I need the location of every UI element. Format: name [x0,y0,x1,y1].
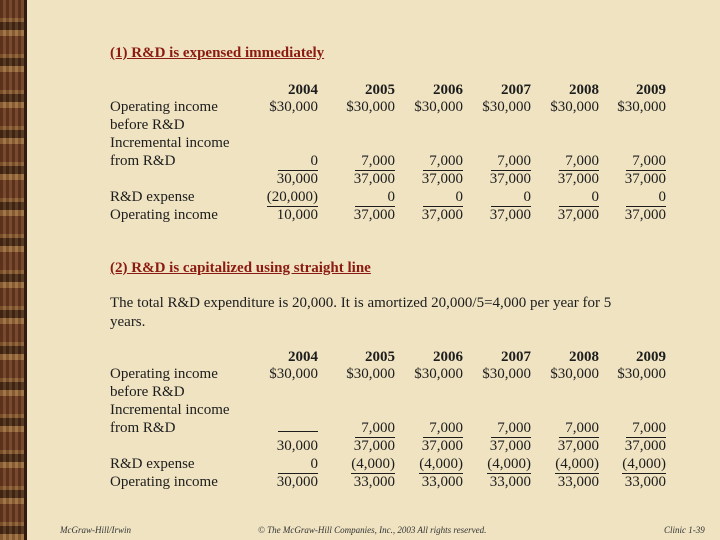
section1-table-cell: 0 [491,188,531,207]
section1-table-cell: 37,000 [489,171,531,187]
section1-table-cell: 0 [423,188,463,207]
section1-year-header: 2008 [569,82,599,98]
section2-heading: (2) R&D is capitalized using straight line [110,260,371,276]
s2-label-opincome: Operating income [110,366,218,382]
section1-table-cell: 37,000 [624,207,666,223]
section1-table-cell: 37,000 [557,207,599,223]
section1-table-cell: 7,000 [626,152,666,171]
section2-table-cell: 30,000 [276,438,318,454]
section2-table-cell: 33,000 [421,474,463,490]
section2-table-cell: $30,000 [617,366,666,382]
section1-table-cell: $30,000 [617,99,666,115]
section2-table-cell: (4,000) [622,456,666,472]
section1-table-cell: 37,000 [489,207,531,223]
section2-table-cell: 7,000 [559,419,599,438]
section1-year-header: 2007 [501,82,531,98]
section2-table-cell: $30,000 [346,366,395,382]
section1-table-cell: 7,000 [423,152,463,171]
section2-table-cell: 7,000 [491,419,531,438]
section1-table-cell: 7,000 [491,152,531,171]
section2-table-cell: (4,000) [419,456,463,472]
section2-table-cell: $30,000 [414,366,463,382]
footer-page-number: Clinic 1-39 [664,525,705,535]
section2-table-cell: 0 [278,455,318,474]
section2-table-cell: 7,000 [423,419,463,438]
section1-year-header: 2009 [636,82,666,98]
section2-table-cell: 33,000 [353,474,395,490]
section1-table-cell: 37,000 [421,171,463,187]
section1-year-header: 2006 [433,82,463,98]
section2-table-cell: $30,000 [550,366,599,382]
decorative-border [0,0,27,540]
section2-table-cell: 7,000 [355,419,395,438]
section1-table-cell: 37,000 [353,207,395,223]
section1-heading: (1) R&D is expensed immediately [110,45,325,61]
s1-label-before-rd: before R&D [110,117,185,133]
s1-label-incremental: Incremental income [110,135,230,151]
section1-table-cell: $30,000 [269,99,318,115]
footer-copyright: © The McGraw-Hill Companies, Inc., 2003 All rights reserved. [258,525,487,535]
s1-label-from-rd: from R&D [110,153,176,169]
s2-label-before-rd: before R&D [110,384,185,400]
section2-table-cell: $30,000 [269,366,318,382]
section2-table-cell: 37,000 [557,438,599,454]
s2-label-incremental: Incremental income [110,402,230,418]
section2-table-cell: 7,000 [626,419,666,438]
section2-table-cell: 33,000 [489,474,531,490]
section2-table-cell: 33,000 [624,474,666,490]
section1-table-cell: $30,000 [346,99,395,115]
s2-label-from-rd: from R&D [110,420,176,436]
section2-paragraph: The total R&D expenditure is 20,000. It is amortized 20,000/5=4,000 per year for 5 years. [110,295,612,330]
section1-table-cell: $30,000 [482,99,531,115]
section1-table-cell: 10,000 [276,207,318,223]
section1-table-cell: (20,000) [266,189,318,205]
section2-table-cell: 37,000 [489,438,531,454]
section2-table-cell [278,419,318,437]
section2-table-cell: 33,000 [557,474,599,490]
section1-table-cell: 0 [278,152,318,171]
section2-year-header: 2007 [501,349,531,365]
s1-label-rd-expense: R&D expense [110,189,195,205]
section2-table-cell: 37,000 [421,438,463,454]
section2-table-cell: (4,000) [555,456,599,472]
section2-year-header: 2005 [365,349,395,365]
section2-table-cell: 37,000 [353,438,395,454]
section2-year-header: 2006 [433,349,463,365]
section2-table-cell: (4,000) [487,456,531,472]
section1-table-cell: 37,000 [557,171,599,187]
section1-table-cell: 7,000 [355,152,395,171]
section2-table-cell: $30,000 [482,366,531,382]
s2-label-opincome-final: Operating income [110,474,218,490]
section2-year-header: 2004 [288,349,318,365]
section1-table-cell: $30,000 [414,99,463,115]
section2-table-cell: 37,000 [624,438,666,454]
section2-year-header: 2009 [636,349,666,365]
section1-table-cell: 0 [559,188,599,207]
section1-table-cell: 0 [355,188,395,207]
s1-label-opincome-final: Operating income [110,207,218,223]
section1-table-cell: 0 [626,188,666,207]
section1-table-cell: 37,000 [624,171,666,187]
section1-table-cell: 37,000 [421,207,463,223]
section2-year-header: 2008 [569,349,599,365]
section1-table-cell: 30,000 [276,171,318,187]
section1-year-header: 2004 [288,82,318,98]
section1-table-cell: $30,000 [550,99,599,115]
s2-label-rd-expense: R&D expense [110,456,195,472]
section1-table-cell: 7,000 [559,152,599,171]
section2-table-cell: (4,000) [351,456,395,472]
section1-table-cell: 37,000 [353,171,395,187]
section2-table-cell: 30,000 [276,474,318,490]
section1-year-header: 2005 [365,82,395,98]
footer-publisher: McGraw-Hill/Irwin [60,525,131,535]
s1-label-opincome: Operating income [110,99,218,115]
